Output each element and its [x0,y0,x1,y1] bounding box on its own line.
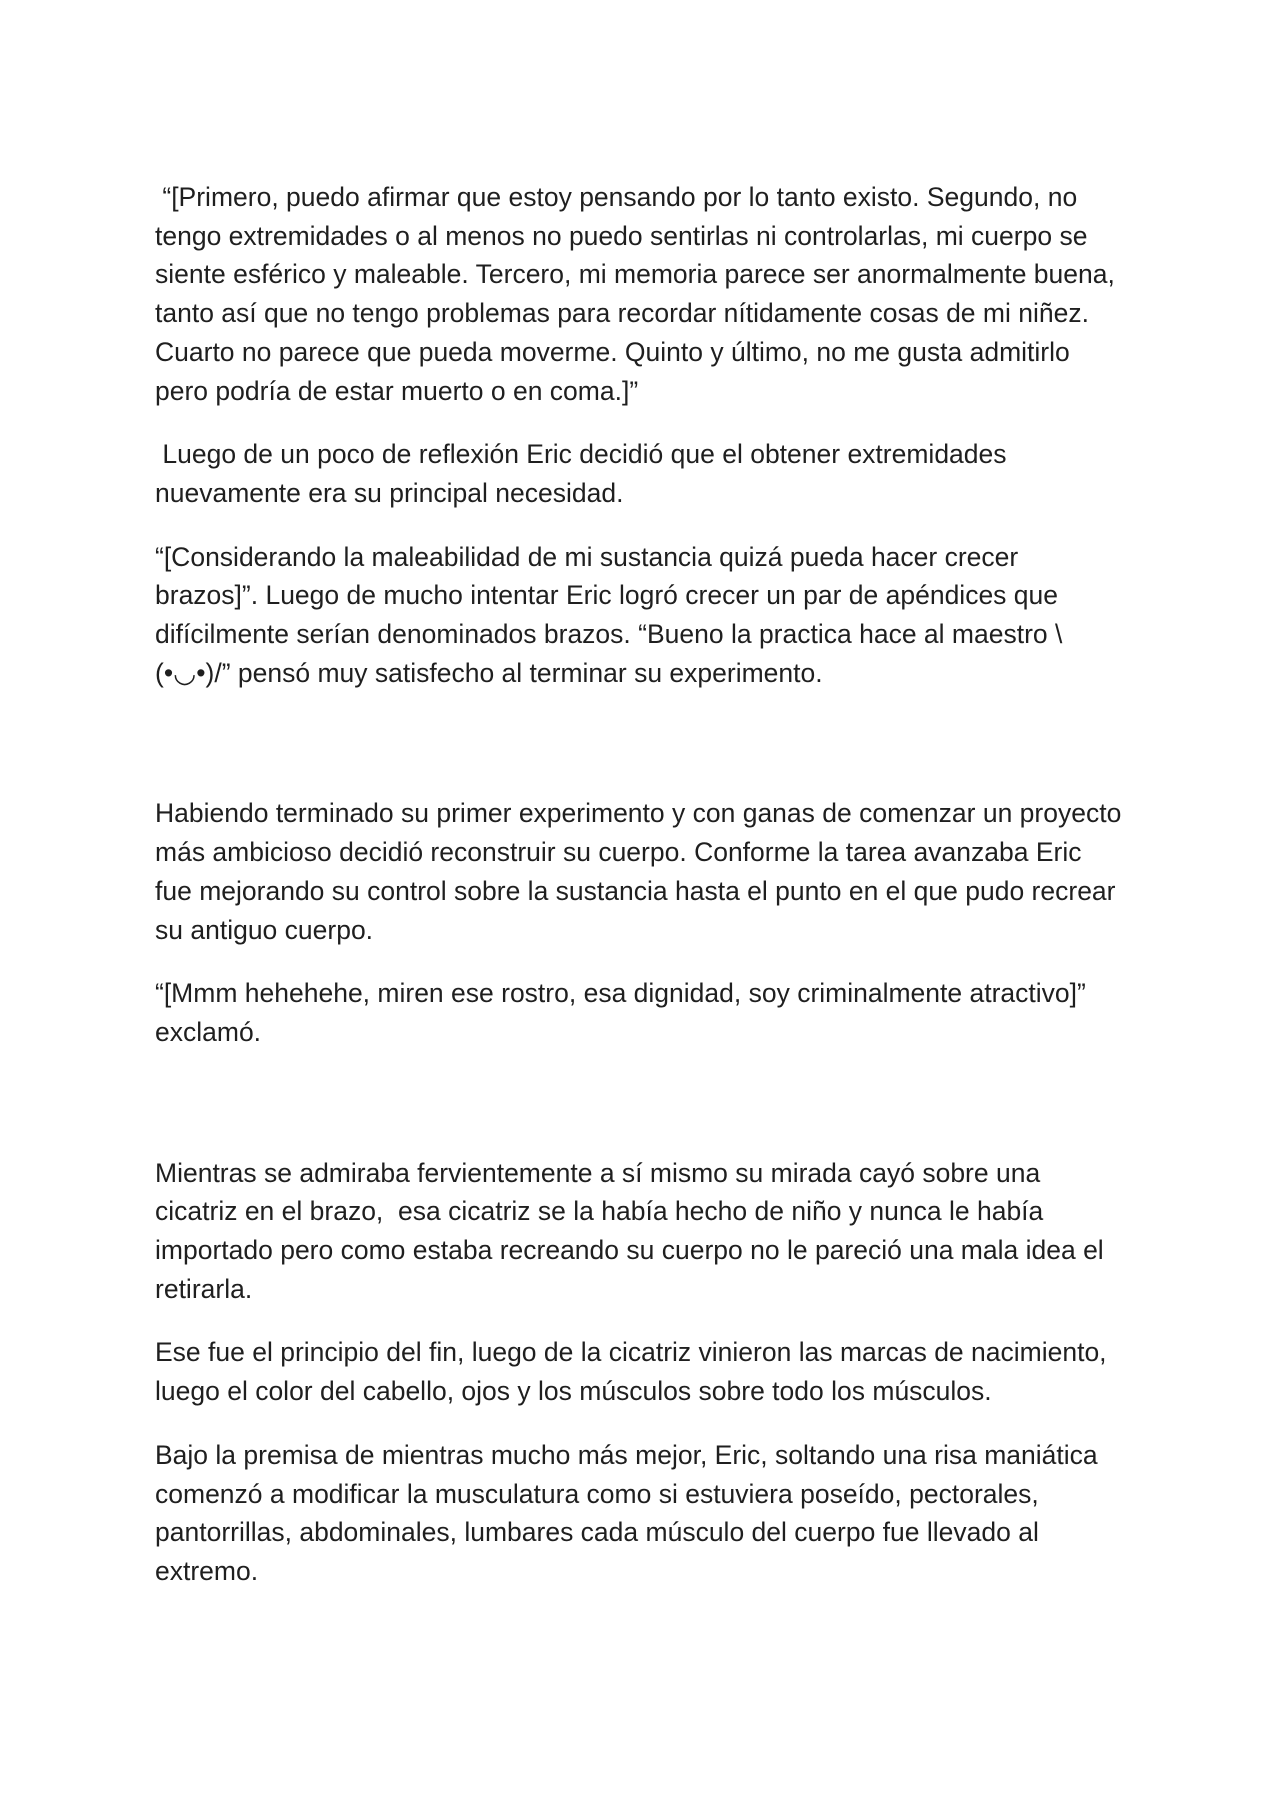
paragraph-6: Mientras se admiraba fervientemente a sí mismo su mirada cayó sobre una cicatriz en el brazo, esa cicatriz se la había hecho de niño y nunca le había importado pero como estaba recreando su cuerpo no le pareció una mala idea el retirarla. [155,1157,1112,1304]
paragraph-5: “[Mmm hehehehe, miren ese rostro, esa dignidad, soy criminalmente atractivo]” exclamó. [155,978,1094,1047]
paragraph-8: Bajo la premisa de mientras mucho más mejor, Eric, soltando una risa maniática comenzó a modificar la musculatura como si estuviera poseído, pectorales, pantorrillas, abdominales, lumbares cada músculo del cuerpo fue llevado al extremo. [155,1439,1106,1586]
paragraph-1: “[Primero, puedo afirmar que estoy pensando por lo tanto existo. Segundo, no tengo extremidades o al menos no puedo sentirlas ni controlarlas, mi cuerpo se siente esférico y maleable. Tercero, mi memoria parece ser anormalmente buena, tanto así que no tengo problemas para recordar nítidamente cosas de mi niñez. Cuarto no parece que pueda moverme. Quinto y último, no me gusta admitirlo pero podría de estar muerto o en coma.]” [155,182,1123,406]
paragraph-7: Ese fue el principio del fin, luego de la cicatriz vinieron las marcas de nacimiento, luego el color del cabello, ojos y los músculos sobre todo los músculos. [155,1337,1114,1407]
paragraph-3: “[Considerando la maleabilidad de mi sustancia quizá pueda hacer crecer brazos]”. Luego de mucho intentar Eric logró crecer un par de apéndices que difícilmente serían denominados brazos. “Bueno la practica hace al maestro \(•◡•)/” pensó muy satisfecho al terminar su experimento. [155,541,1066,688]
document-body [155,178,1129,1616]
paragraph-4: Habiendo terminado su primer experimento y con ganas de comenzar un proyecto más ambicioso decidió reconstruir su cuerpo. Conforme la tarea avanzaba Eric fue mejorando su control sobre la sustancia hasta el punto en el que pudo recrear su antiguo cuerpo. [155,798,1129,945]
paragraph-2: Luego de un poco de reflexión Eric decidió que el obtener extremidades nuevamente era su principal necesidad. [155,439,1014,508]
